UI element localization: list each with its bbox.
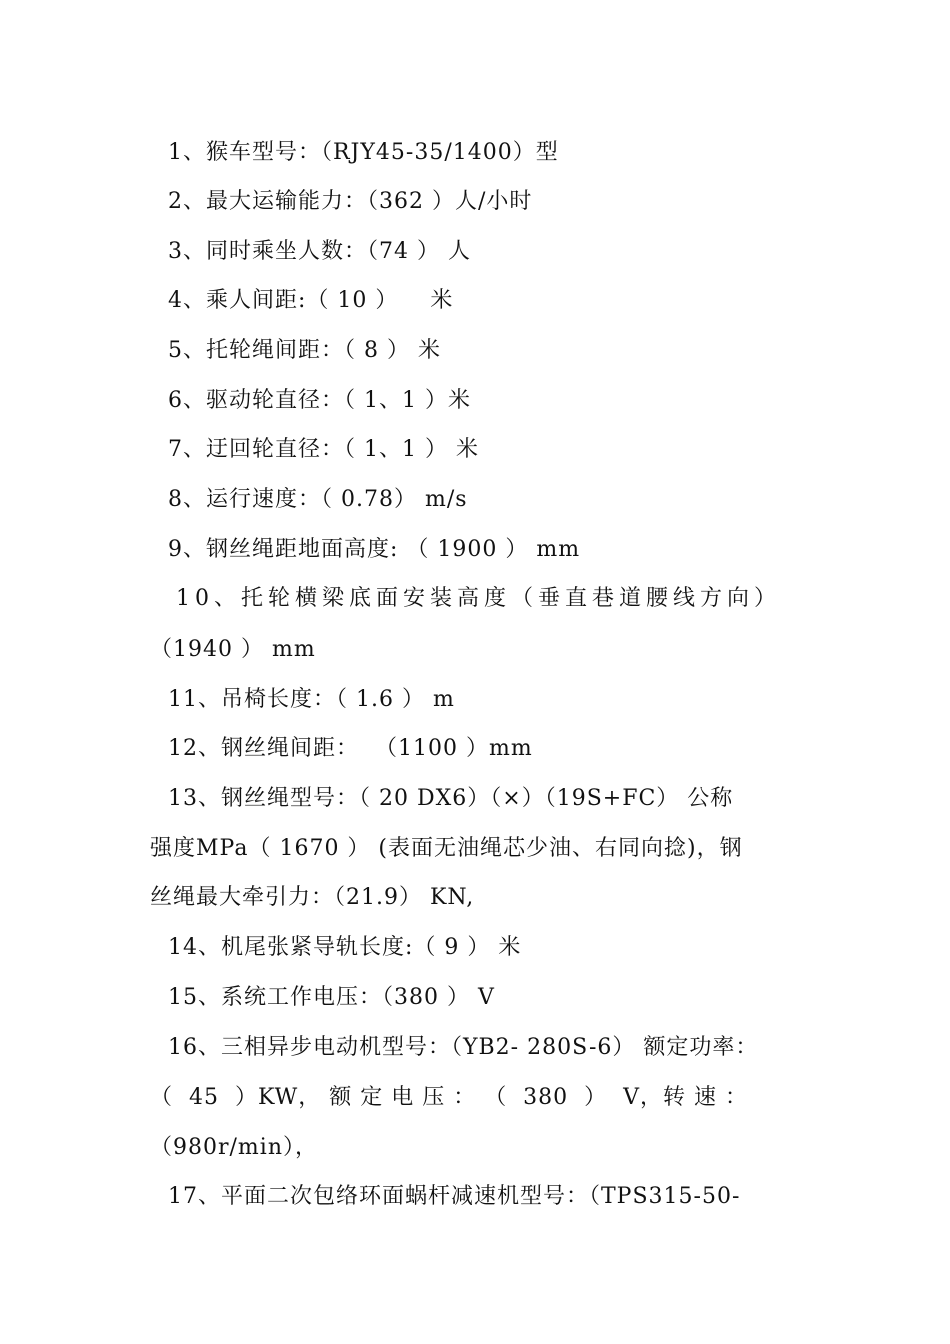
spec-line-9: 9、钢丝绳距地面高度: （ 1900 ） mm (168, 537, 581, 562)
spec-line-10-cont: （1940 ） mm (150, 637, 316, 662)
spec-line-17: 17、平面二次包络环面蜗杆减速机型号：（TPS315-50- (168, 1184, 741, 1209)
spec-line-7: 7、迂回轮直径：（ 1、1 ） 米 (168, 437, 479, 462)
spec-line-8: 8、运行速度：（ 0.78） m/s (168, 487, 468, 512)
spec-line-13: 13、钢丝绳型号：（ 20 DX6）（×）（19S+FC） 公称 (168, 786, 734, 811)
spec-line-2: 2、最大运输能力：（362 ）人/小时 (168, 189, 533, 214)
spec-line-11: 11、吊椅长度：（ 1.6 ） m (168, 687, 455, 712)
spec-line-3: 3、同时乘坐人数：（74 ） 人 (168, 239, 471, 264)
spec-line-16-cont2: （980r/min）， (150, 1135, 318, 1160)
spec-line-16-cont1: （ 45 ）KW， 额 定 电 压 ： （ 380 ） V，转 速 ： (150, 1085, 749, 1110)
spec-line-13-cont2: 丝绳最大牵引力：（21.9） KN, (150, 885, 475, 910)
spec-line-4: 4、乘人间距:（ 10 ） 米 (168, 288, 454, 313)
spec-line-15: 15、系统工作电压：（380 ） V (168, 985, 495, 1010)
spec-line-5: 5、托轮绳间距：（ 8 ） 米 (168, 338, 441, 363)
spec-line-14: 14、机尾张紧导轨长度:（ 9 ） 米 (168, 935, 522, 960)
spec-line-1: 1、猴车型号：（RJY45-35/1400）型 (168, 140, 559, 165)
spec-line-6: 6、驱动轮直径：（ 1、1 ）米 (168, 388, 471, 413)
spec-line-16: 16、三相异步电动机型号：（YB2- 280S-6） 额定功率： (168, 1035, 759, 1060)
spec-line-13-cont1: 强度MPa（ 1670 ） (表面无油绳芯少油、右同向捻)，钢 (150, 836, 743, 861)
spec-line-12: 12、钢丝绳间距： （1100 ）mm (168, 736, 533, 761)
spec-line-10: 10、托轮横梁底面安装高度（垂直巷道腰线方向） (176, 586, 781, 611)
